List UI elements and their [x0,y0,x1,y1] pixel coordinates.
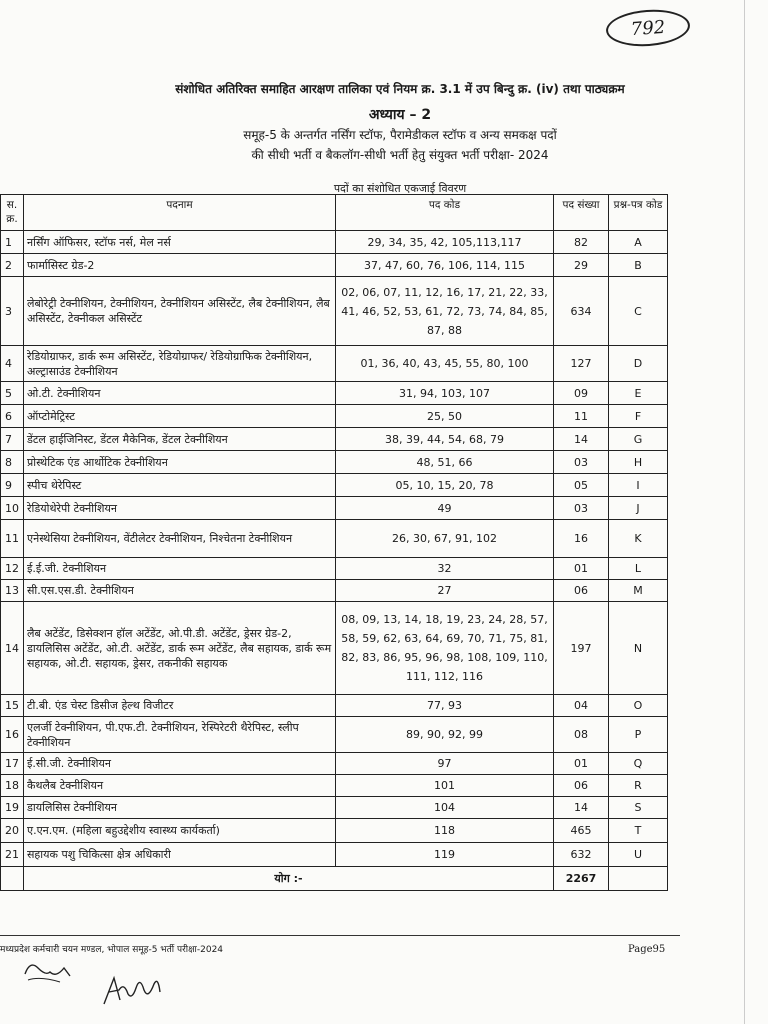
row-count: 16 [554,520,609,558]
row-paper-code: S [609,797,668,819]
row-paper-code: H [609,451,668,474]
row-paper-code: F [609,405,668,428]
table-row [1,231,668,254]
row-count: 03 [554,497,609,520]
row-codes: 89, 90, 92, 99 [336,717,554,753]
table-row [1,451,668,474]
row-codes: 77, 93 [336,695,554,717]
row-codes: 48, 51, 66 [336,451,554,474]
header-paper-code: प्रश्न-पत्र कोड [609,195,668,231]
row-sno: 8 [1,451,24,474]
row-count: 465 [554,819,609,843]
row-post: रेडियोथेरेपी टेक्नीशियन [24,497,336,520]
row-sno: 9 [1,474,24,497]
row-count: 01 [554,753,609,775]
table-row [1,520,668,558]
row-paper-code: E [609,382,668,405]
row-codes: 118 [336,819,554,843]
row-post: डेंटल हाईजिनिस्ट, डेंटल मैकेनिक, डेंटल टेक्नीशियन [24,428,336,451]
header-line-1: संशोधित अतिरिक्त समाहित आरक्षण तालिका एवं नियम क्र. 3.1 में उप बिन्दु क्र. (iv) तथा पाठ्यक्रम [175,82,625,96]
row-sno: 20 [1,819,24,843]
row-sno: 10 [1,497,24,520]
chapter-title: अध्याय – 2 [368,107,432,123]
table-row [1,602,668,695]
row-paper-code: B [609,254,668,277]
row-paper-code: U [609,843,668,867]
stamp-text: 792 [630,16,666,40]
table-row [1,717,668,753]
row-post: ए.एन.एम. (महिला बहुउद्देशीय स्वास्थ्य कार्यकर्ता) [24,819,336,843]
row-count: 127 [554,346,609,382]
row-post: लेबोरेट्री टेक्नीशियन, टेक्नीशियन, टेक्नीशियन असिस्टेंट, लैब टेक्नीशियन, लैब असिस्टेंट, टेक्नीकल असिस्टेंट [24,277,336,346]
row-codes: 26, 30, 67, 91, 102 [336,520,554,558]
row-count: 08 [554,717,609,753]
row-sno: 12 [1,558,24,580]
row-paper-code: R [609,775,668,797]
header-codes: पद कोड [336,195,554,231]
row-post: एनेस्थेसिया टेक्नीशियन, वेंटीलेटर टेक्नीशियन, निश्चेतना टेक्नीशियन [24,520,336,558]
row-sno: 18 [1,775,24,797]
row-sno: 14 [1,602,24,695]
row-post: कैथलैब टेक्नीशियन [24,775,336,797]
row-count: 04 [554,695,609,717]
row-post: रेडियोग्राफर, डार्क रूम असिस्टेंट, रेडियोग्राफर/ रेडियोग्राफिक टेक्नीशियन, अल्ट्रासाउंड टेक्नीशियन [24,346,336,382]
table-row [1,819,668,843]
row-codes: 119 [336,843,554,867]
row-count: 06 [554,775,609,797]
row-codes: 38, 39, 44, 54, 68, 79 [336,428,554,451]
row-sno: 2 [1,254,24,277]
table-row [1,497,668,520]
row-paper-code: C [609,277,668,346]
row-codes: 32 [336,558,554,580]
row-paper-code: N [609,602,668,695]
table-row [1,405,668,428]
row-codes: 104 [336,797,554,819]
row-paper-code: T [609,819,668,843]
table-row [1,382,668,405]
header-sno: स. क्र. [1,195,24,231]
table-caption: पदों का संशोधित एकजाई विवरण [333,182,467,195]
row-post: प्रोस्थेटिक एंड आर्थोटिक टेक्नीशियन [24,451,336,474]
total-spacer [1,867,24,891]
table-row [1,580,668,602]
row-codes: 49 [336,497,554,520]
row-count: 634 [554,277,609,346]
total-value: 2267 [554,867,609,891]
row-codes: 101 [336,775,554,797]
row-count: 14 [554,428,609,451]
row-paper-code: P [609,717,668,753]
table-row [1,558,668,580]
table-row [1,797,668,819]
row-paper-code: Q [609,753,668,775]
row-codes: 02, 06, 07, 11, 12, 16, 17, 21, 22, 33, 41, 46, 52, 53, 61, 72, 73, 74, 84, 85, 87, 88 [336,277,554,346]
row-sno: 15 [1,695,24,717]
row-sno: 1 [1,231,24,254]
row-paper-code: L [609,558,668,580]
row-count: 09 [554,382,609,405]
footer-divider [0,935,680,936]
row-sno: 11 [1,520,24,558]
row-paper-code: A [609,231,668,254]
footer-organization: मध्यप्रदेश कर्मचारी चयन मण्डल, भोपाल समूह-5 भर्ती परीक्षा-2024 [0,945,224,955]
table-header-row [1,195,668,231]
table-row [1,753,668,775]
row-post: सी.एस.एस.डी. टेक्नीशियन [24,580,336,602]
row-paper-code: I [609,474,668,497]
row-sno: 7 [1,428,24,451]
header-count: पद संख्या [554,195,609,231]
row-post: नर्सिंग ऑफिसर, स्टॉफ नर्स, मेल नर्स [24,231,336,254]
table-row [1,428,668,451]
table-row [1,254,668,277]
footer-page-number: Page95 [628,944,666,955]
row-paper-code: J [609,497,668,520]
row-sno: 13 [1,580,24,602]
row-post: ई.ई.जी. टेक्नीशियन [24,558,336,580]
table-total-row [1,867,668,891]
row-paper-code: M [609,580,668,602]
row-codes: 25, 50 [336,405,554,428]
row-count: 14 [554,797,609,819]
row-post: एलर्जी टेक्नीशियन, पी.एफ.टी. टेक्नीशियन, रेस्पिरेटरी थैरेपिस्ट, स्लीप टेक्नीशियन [24,717,336,753]
row-post: ओ.टी. टेक्नीशियन [24,382,336,405]
row-sno: 5 [1,382,24,405]
table-row [1,775,668,797]
row-count: 632 [554,843,609,867]
row-codes: 08, 09, 13, 14, 18, 19, 23, 24, 28, 57, 58, 59, 62, 63, 64, 69, 70, 71, 75, 81, 82, 83, 86, 95, 96, 98, 108, 109, 110, 111, 112, 116 [336,602,554,695]
table-row [1,843,668,867]
row-post: ई.सी.जी. टेक्नीशियन [24,753,336,775]
row-sno: 3 [1,277,24,346]
row-codes: 05, 10, 15, 20, 78 [336,474,554,497]
row-count: 82 [554,231,609,254]
row-codes: 37, 47, 60, 76, 106, 114, 115 [336,254,554,277]
row-codes: 27 [336,580,554,602]
row-sno: 4 [1,346,24,382]
header-line-3: समूह-5 के अन्तर्गत नर्सिंग स्टॉफ, पैरामेडीकल स्टॉफ व अन्य समकक्ष पदों [243,128,557,142]
table-row [1,695,668,717]
row-codes: 01, 36, 40, 43, 45, 55, 80, 100 [336,346,554,382]
row-sno: 6 [1,405,24,428]
row-paper-code: D [609,346,668,382]
posts-table [0,194,668,891]
row-count: 29 [554,254,609,277]
row-post: स्पीच थेरेपिस्ट [24,474,336,497]
row-count: 11 [554,405,609,428]
row-count: 05 [554,474,609,497]
row-post: लैब अटेंडेंट, डिसेक्शन हॉल अटेंडेंट, ओ.पी.डी. अटेंडेंट, ड्रेसर ग्रेड-2, डायलिसिस अटेंडेंट, ओ.टी. अटेंडेंट, डार्क रूम अटेंडेंट, लैब सहायक, डार्क रूम सहायक, ओ.टी. सहायक, ड्रेसर, तकनीकी सहायक [24,602,336,695]
total-empty-cell [609,867,668,891]
row-sno: 16 [1,717,24,753]
row-paper-code: O [609,695,668,717]
table-row [1,277,668,346]
row-sno: 21 [1,843,24,867]
row-paper-code: G [609,428,668,451]
header-line-4: की सीधी भर्ती व बैकलॉग-सीधी भर्ती हेतु संयुक्त भर्ती परीक्षा- 2024 [251,148,549,162]
row-post: ऑप्टोमेट्रिस्ट [24,405,336,428]
row-post: डायलिसिस टेक्नीशियन [24,797,336,819]
header-post: पदनाम [24,195,336,231]
row-count: 197 [554,602,609,695]
handwritten-signature-2 [100,970,170,1010]
row-codes: 97 [336,753,554,775]
row-sno: 19 [1,797,24,819]
row-count: 03 [554,451,609,474]
row-codes: 31, 94, 103, 107 [336,382,554,405]
table-row [1,474,668,497]
table-row [1,346,668,382]
total-label: योग :- [24,867,554,891]
row-count: 01 [554,558,609,580]
row-post: सहायक पशु चिकित्सा क्षेत्र अधिकारी [24,843,336,867]
row-count: 06 [554,580,609,602]
row-sno: 17 [1,753,24,775]
page-number-stamp [605,7,691,49]
row-codes: 29, 34, 35, 42, 105,113,117 [336,231,554,254]
row-post: टी.बी. एंड चेस्ट डिसीज हेल्थ विजीटर [24,695,336,717]
handwritten-signature-1 [20,956,80,986]
row-paper-code: K [609,520,668,558]
row-post: फार्मासिस्ट ग्रेड-2 [24,254,336,277]
